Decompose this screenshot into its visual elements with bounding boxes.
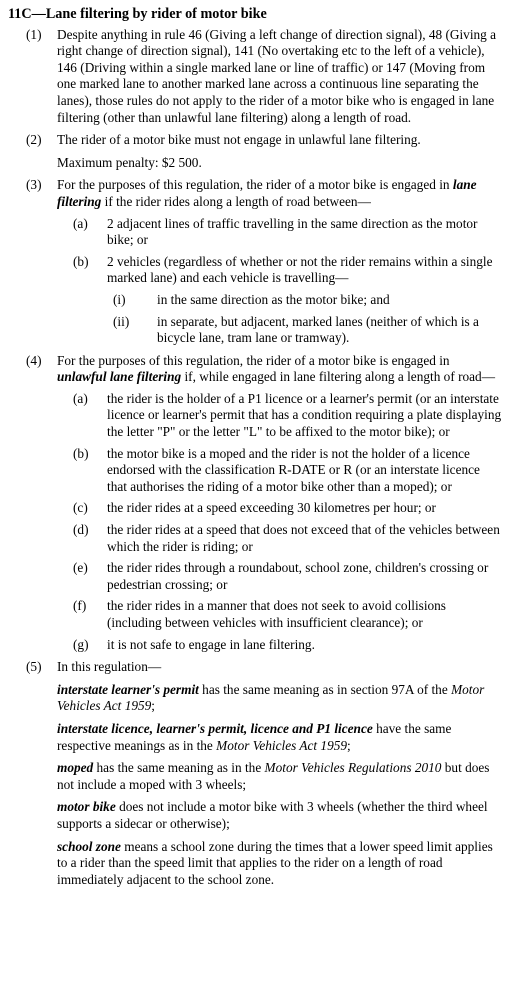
- item-number: (a): [73, 215, 88, 231]
- item-text: school zone: [57, 838, 121, 854]
- item-number: (i): [113, 291, 126, 307]
- item-number: (f): [73, 598, 87, 614]
- paragraph-a: [57, 391, 502, 441]
- subregulation-text: The rider of a motor bike must not engage in unlawful lane filtering.: [57, 132, 421, 148]
- item-number: (b): [73, 445, 89, 461]
- item-text: if the rider rides along a length of road between—: [104, 193, 371, 209]
- subregulation-text: [57, 177, 502, 210]
- paragraph-g: [57, 637, 502, 654]
- item-text: has the same meaning as in section 97A of the: [202, 681, 448, 697]
- item-text: motor bike: [57, 799, 116, 815]
- item-number: (c): [73, 500, 88, 516]
- subparagraph-ii: [107, 314, 502, 347]
- item-text: the rider rides at a speed that does not exceed that of the vehicles between which the rider is riding; or: [107, 522, 500, 554]
- definition-interstate-learners-permit: [57, 682, 502, 715]
- subregulation-2: [8, 132, 502, 171]
- item-text: if, while engaged in lane filtering along a length of road—: [184, 369, 495, 385]
- item-text: For the purposes of this regulation, the rider of a motor bike is engaged in: [57, 177, 450, 193]
- paragraph-b: [57, 446, 502, 496]
- subregulation-number: (1): [26, 26, 42, 42]
- paragraph-c: [57, 500, 502, 517]
- item-text: For the purposes of this regulation, the rider of a motor bike is engaged in: [57, 352, 450, 368]
- item-text: the rider rides in a manner that does not seek to avoid collisions (including between vehicles with insufficient clearance); or: [107, 598, 446, 630]
- item-text: but does not include a moped with 3 wheels;: [57, 760, 490, 792]
- item-number: (e): [73, 560, 88, 576]
- subregulation-number: (3): [26, 177, 42, 193]
- item-number: (d): [73, 522, 89, 538]
- subregulation-5: [8, 659, 502, 888]
- item-number: (ii): [113, 313, 130, 329]
- subparagraph-i: [107, 292, 502, 309]
- item-text: the rider rides through a roundabout, school zone, children's crossing or pedestrian crossing; or: [107, 560, 489, 592]
- item-text: interstate licence, learner's permit, licence and P1 licence: [57, 720, 373, 736]
- item-text: in the same direction as the motor bike; and: [157, 291, 390, 307]
- item-text: ;: [347, 737, 351, 753]
- subregulation-text: [57, 353, 502, 386]
- defined-term: unlawful lane filtering: [57, 369, 182, 385]
- item-text: the motor bike is a moped and the rider is not the holder of a licence endorsed with the classification R-DATE or R (or an interstate licence that authorises the riding of a motor bike other than a moped); or: [107, 445, 480, 494]
- definition-motor-bike: [57, 799, 502, 832]
- item-text: Motor Vehicles Act 1959: [57, 681, 485, 714]
- item-number: (a): [73, 390, 88, 406]
- item-text: interstate learner's permit: [57, 681, 199, 697]
- item-text: Motor Vehicles Act 1959: [216, 737, 348, 753]
- item-text: has the same meaning as in the: [96, 760, 262, 776]
- subregulation-text: In this regulation—: [57, 659, 162, 675]
- definition-school-zone: [57, 839, 502, 889]
- paragraph-a: [57, 216, 502, 249]
- item-text: ;: [151, 698, 155, 714]
- definition-moped: [57, 760, 502, 793]
- paragraph-d: [57, 522, 502, 555]
- maximum-penalty: Maximum penalty: $2 500.: [57, 154, 202, 170]
- item-text: the rider rides at a speed exceeding 30 kilometres per hour; or: [107, 500, 436, 516]
- item-number: (g): [73, 636, 89, 652]
- item-text: the rider is the holder of a P1 licence or a learner's permit (or an interstate licence or learner's permit that has a condition requiring a plate displaying the letter "P" or the letter "L" to be affixed to the motor bike); or: [107, 390, 502, 440]
- item-text: in separate, but adjacent, marked lanes (neither of which is a bicycle lane, tram lane or tramway).: [157, 313, 479, 346]
- item-text: means a school zone during the times that a lower speed limit applies to a rider than the speed limit that applies to the rider on a length of road immediately adjacent to the school zone.: [57, 838, 493, 887]
- item-text: does not include a motor bike with 3 wheels (whether the third wheel supports a sidecar or otherwise);: [57, 799, 488, 831]
- subregulation-3: [8, 177, 502, 346]
- subregulation-number: (5): [26, 659, 42, 675]
- item-text: 2 vehicles (regardless of whether or not the rider remains within a single marked lane) and each vehicle is travelling—: [107, 253, 493, 286]
- item-text: moped: [57, 760, 94, 776]
- item-text: have the same respective meanings as in the: [57, 720, 452, 753]
- item-text: it is not safe to engage in lane filtering.: [107, 636, 315, 652]
- subregulation-1: [8, 27, 502, 127]
- paragraph-f: [57, 598, 502, 631]
- definition-interstate-licence: [57, 721, 502, 754]
- paragraph-e: [57, 560, 502, 593]
- subregulation-text: Despite anything in rule 46 (Giving a left change of direction signal), 48 (Giving a right change of direction signal), 141 (No overtaking etc to the left of a vehicle), 146 (Driving within a single marked lane or line of traffic) or 147 (Moving from one marked lane to another marked lane across a continuous line separating the lanes), those rules do not apply to the rider of a motor bike who is engaged in lane filtering (other than unlawful lane filtering) along a length of road.: [57, 26, 497, 125]
- defined-term: lane filtering: [57, 177, 477, 209]
- item-text: Motor Vehicles Regulations 2010: [264, 760, 442, 776]
- regulation-heading: 11C—Lane filtering by rider of motor bike: [8, 6, 267, 22]
- paragraph-b: [57, 254, 502, 347]
- subregulation-number: (2): [26, 132, 42, 148]
- item-number: (b): [73, 253, 89, 269]
- subregulation-number: (4): [26, 352, 42, 368]
- item-text: 2 adjacent lines of traffic travelling in the same direction as the motor bike; or: [107, 215, 478, 248]
- subregulation-4: [8, 353, 502, 654]
